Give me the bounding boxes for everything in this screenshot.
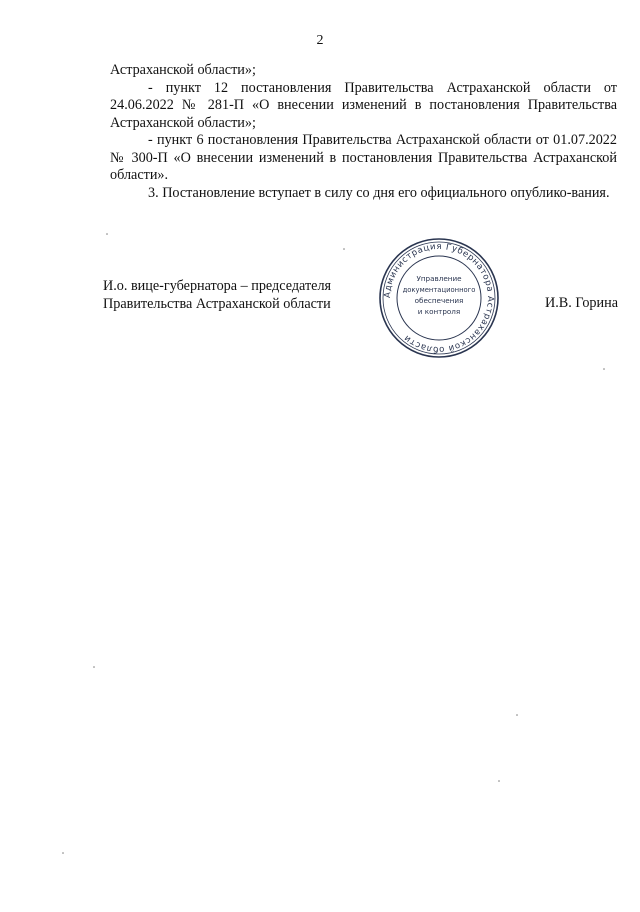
paragraph-item-12: - пункт 12 постановления Правительства Астраханской области от 24.06.2022 № 281-П «О внесении изменений в постановления Правительства Астраханской области»; [110, 79, 617, 131]
page-number: 2 [316, 33, 324, 48]
seal-ring-text: Администрация Губернатора Астраханской области [382, 241, 496, 355]
scan-speck [603, 368, 605, 370]
scan-speck [93, 666, 95, 668]
seal-center-line3: обеспечения [414, 296, 464, 305]
seal-center-line1: Управление [416, 274, 462, 283]
signature-position [103, 278, 331, 313]
paragraph-effective-date: 3. Постановление вступает в силу со дня его официального опублико-вания. [148, 184, 610, 201]
official-seal-stamp [377, 236, 501, 360]
scan-speck [516, 714, 518, 716]
scan-speck [106, 233, 108, 235]
seal-center-line4: и контроля [417, 307, 461, 316]
document-body [110, 62, 617, 202]
paragraph-continuation: Астраханской области»; [110, 62, 256, 78]
signature-position-line2: Правительства Астраханской области [103, 295, 331, 312]
paragraph-item-6: - пункт 6 постановления Правительства Астраханской области от 01.07.2022 № 300-П «О внесении изменений в постановления Правительства Астраханской области». [110, 132, 617, 183]
scan-speck [343, 248, 345, 250]
scan-speck [62, 852, 64, 854]
signatory-name: И.В. Горина [545, 295, 618, 311]
seal-graphic [377, 236, 501, 360]
scan-speck [498, 780, 500, 782]
signature-position-line1: И.о. вице-губернатора – председателя [103, 278, 332, 294]
seal-center-line2: документационного [402, 286, 476, 294]
